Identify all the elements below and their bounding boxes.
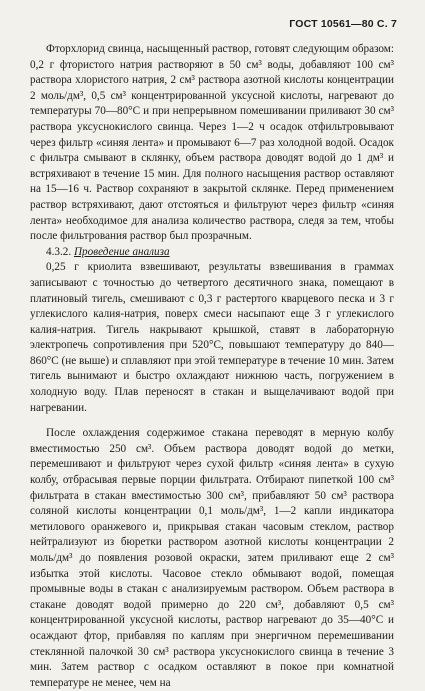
- standard-header: ГОСТ 10561—80 С. 7: [289, 18, 397, 30]
- section-title: Проведение анализа: [73, 245, 170, 258]
- paragraph-cooling: После охлаждения содержимое стакана переводят в мерную колбу вместимостью 250 см³. Объем раствора доводят водой до метки, перемешивают и фильтруют через сухой фильтр «синяя лента» в сухую колбу, отбрасывая первые порции фильтрата. Отбирают пипеткой 100 см³ фильтрата в стакан вместимостью 300 см³, прибавляют 50 см³ раствора соляной кислоты концентрации 0,1 моль/дм³, 1—2 капли индикатора метилового оранжевого и, прикрывая стакан часовым стеклом, раствор нейтрализуют из бюретки раствором азотной кислоты концентрации 2 моль/дм³ до появления розовой окраски, затем приливают еще 2 см³ избытка этой кислоты. Часовое стекло обмывают водой, помещая промывные воды в стакан с анализируемым раствором. Объем раствора в стакане доводят водой примерно до 220 см³, добавляют 0,5 см³ концентрированной уксусной кислоты, раствор нагревают до 35—40°С и осаждают фтор, прибавляя по каплям при энергичном перемешивании стеклянной палочкой 30 см³ раствора уксуснокислого свинца в течение 3 мин. Затем раствор с осадком оставляют в покое при комнатной температуре не менее, чем на: [30, 427, 394, 689]
- document-body: [30, 42, 394, 691]
- section-heading: [30, 245, 394, 261]
- paragraph-weighing: 0,25 г криолита взвешивают, результаты взвешивания в граммах записывают с точностью до четвертого десятичного знака, помещают в платиновый тигель, смешивают с 0,3 г растертого кварцевого песка и 3 г углекислого калия-натрия, поверх смеси насыпают еще 3 г углекислого калия-натрия. Тигель накрывают крышкой, ставят в лабораторную электропечь сопротивления при 520°С, повышают температуру до 840—860°С (не выше) и сплавляют при этой температуре в течение 10 мин. Затем тигель вынимают и быстро охлаждают нижнюю часть, погружением в холодную воду. Плав переносят в стакан и выщелачивают водой при нагревании.: [30, 261, 394, 414]
- paragraph-lead-fluoride: Фторхлорид свинца, насыщенный раствор, готовят следующим образом: 0,2 г фтористого натрия растворяют в 50 см³ воды, добавляют 100 см³ раствора хлористого натрия, 2 см³ раствора азотной кислоты концентрации 2 моль/дм³, 0,5 см³ концентрированной уксусной кислоты, нагревают до температуры 70—80°С и при непрерывном помешивании приливают 30 см³ раствора уксуснокислого свинца. Через 1—2 ч осадок отфильтровывают через фильтр «синяя лента» и промывают 6—7 раз холодной водой. Осадок с фильтра смывают в склянку, объем раствора доводят водой до 1 дм³ и встряхивают в течение 15 мин. Для полного насыщения раствор оставляют на 15—16 ч. Раствор сохраняют в закрытой склянке. Перед применением раствор встряхивают, дают отстояться и фильтруют через фильтр «синяя лента» необходимое для анализа количество раствора, следя за тем, чтобы после фильтрования раствор был прозрачным.: [30, 43, 394, 243]
- section-number: 4.3.2.: [46, 245, 72, 258]
